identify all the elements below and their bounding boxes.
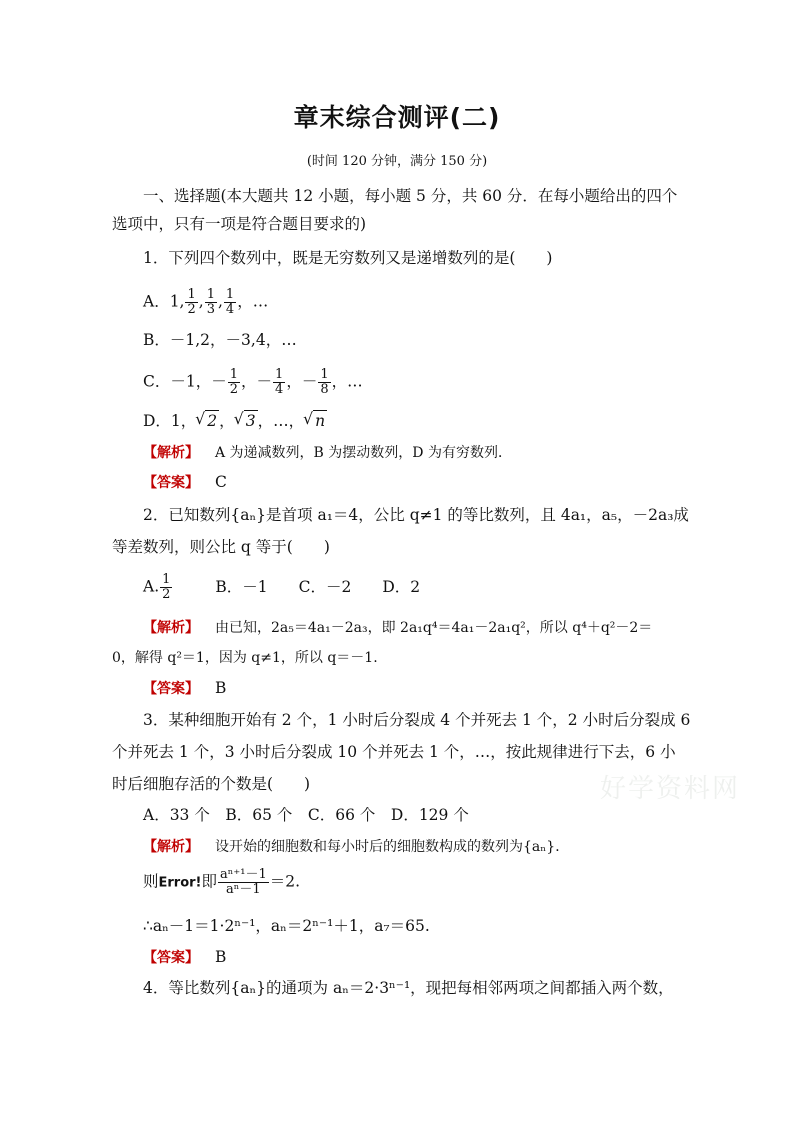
q1-option-a: A．1, $\frac{1}{2}$ , $\frac{1}{3}$ , $\frac{1}{4}$ ，… [143, 287, 269, 317]
q1-stem: 1．下列四个数列中，既是无穷数列又是递增数列的是( ) [143, 249, 553, 267]
fraction: $\frac{1}{2}$ [162, 572, 171, 602]
watermark: 好学资料网 [600, 774, 741, 804]
q3-options: A．33 个 B．65 个 C．66 个 D．129 个 [143, 806, 469, 824]
q1-option-d: D．1，√ 2 ，√ 3 ，…，√ n [143, 410, 327, 431]
q2-options: A. $\frac{1}{2}$ B．－1 C．－2 D．2 [143, 572, 421, 602]
q3-analysis: 【解析】 设开始的细胞数和每小时后的细胞数构成的数列为{aₙ}． [143, 839, 570, 855]
q3-answer: 【答案】 B [143, 948, 227, 966]
fraction: $\frac{1}{4}$ [225, 287, 235, 317]
section-heading-line-2: 选项中，只有一项是符合题目要求的) [112, 215, 367, 233]
sqrt: √ n [313, 410, 327, 431]
q4-stem-line-1: 4．等比数列{aₙ}的通项为 aₙ＝2·3ⁿ⁻¹，现把每相邻两项之间都插入两个数， [143, 979, 674, 997]
q1-option-b: B．－1,2，－3,4，… [143, 331, 297, 349]
q2-stem-line-1: 2．已知数列{aₙ}是首项 a₁＝4，公比 q≠1 的等比数列，且 4a₁，a₅，－2a₃成 [143, 506, 689, 524]
q3-conclusion: ∴aₙ－1＝1·2ⁿ⁻¹，aₙ＝2ⁿ⁻¹＋1，a₇＝65. [143, 917, 430, 935]
q2-answer: 【答案】 B [143, 679, 227, 697]
analysis-label: 【解析】 [143, 445, 199, 461]
q3-stem-line-2: 个并死去 1 个，3 小时后分裂成 10 个并死去 1 个，…，按此规律进行下去，6 小 [112, 743, 676, 761]
section-heading-line-1: 一、选择题(本大题共 12 小题，每小题 5 分，共 60 分．在每小题给出的四个 [143, 187, 678, 205]
fraction: $\frac{1}{2}$ [229, 367, 239, 397]
sqrt: √ 3 [244, 410, 258, 431]
q2-analysis-line-1: 【解析】 由已知，2a₅＝4a₁－2a₃，即 2a₁q⁴＝4a₁－2a₁q²，所以 q⁴＋q²－2＝ [143, 620, 653, 636]
q3-stem-line-1: 3．某种细胞开始有 2 个，1 小时后分裂成 4 个并死去 1 个，2 小时后分裂成 6 [143, 711, 691, 729]
analysis-label: 【解析】 [143, 839, 199, 855]
q1-answer: 【答案】 C [143, 473, 227, 491]
q3-stem-line-3: 时后细胞存活的个数是( ) [112, 775, 311, 793]
q1-analysis: 【解析】 A 为递减数列，B 为摆动数列，D 为有穷数列． [143, 445, 512, 461]
error-field: Error! [158, 875, 202, 891]
fraction: $\frac{\text{aⁿ⁺¹－1}}{\text{aⁿ－1}}$ [220, 867, 267, 897]
q2-stem-line-2: 等差数列，则公比 q 等于( ) [112, 538, 330, 556]
fraction: $\frac{1}{4}$ [275, 367, 284, 397]
q3-derivation: 则Error!即 $\frac{\text{aⁿ⁺¹－1}}{\text{aⁿ－1}}$ ＝2. [143, 867, 301, 897]
q1-option-c: C．－1，－ $\frac{1}{2}$ ，－ $\frac{1}{4}$ ，－ $\frac{1}{8}$ ，… [143, 367, 363, 397]
page-title: 章末综合测评(二) [293, 103, 501, 132]
answer-label: 【答案】 [143, 681, 199, 697]
sqrt: √ 2 [205, 410, 219, 431]
fraction: $\frac{1}{8}$ [320, 367, 329, 397]
answer-label: 【答案】 [143, 475, 199, 491]
fraction: $\frac{1}{2}$ [187, 287, 196, 317]
analysis-label: 【解析】 [143, 620, 199, 636]
q2-analysis-line-2: 0，解得 q²＝1，因为 q≠1，所以 q＝－1. [112, 650, 378, 666]
answer-label: 【答案】 [143, 950, 199, 966]
fraction: $\frac{1}{3}$ [206, 287, 215, 317]
exam-time-info: (时间 120 分钟，满分 150 分) [306, 154, 488, 169]
